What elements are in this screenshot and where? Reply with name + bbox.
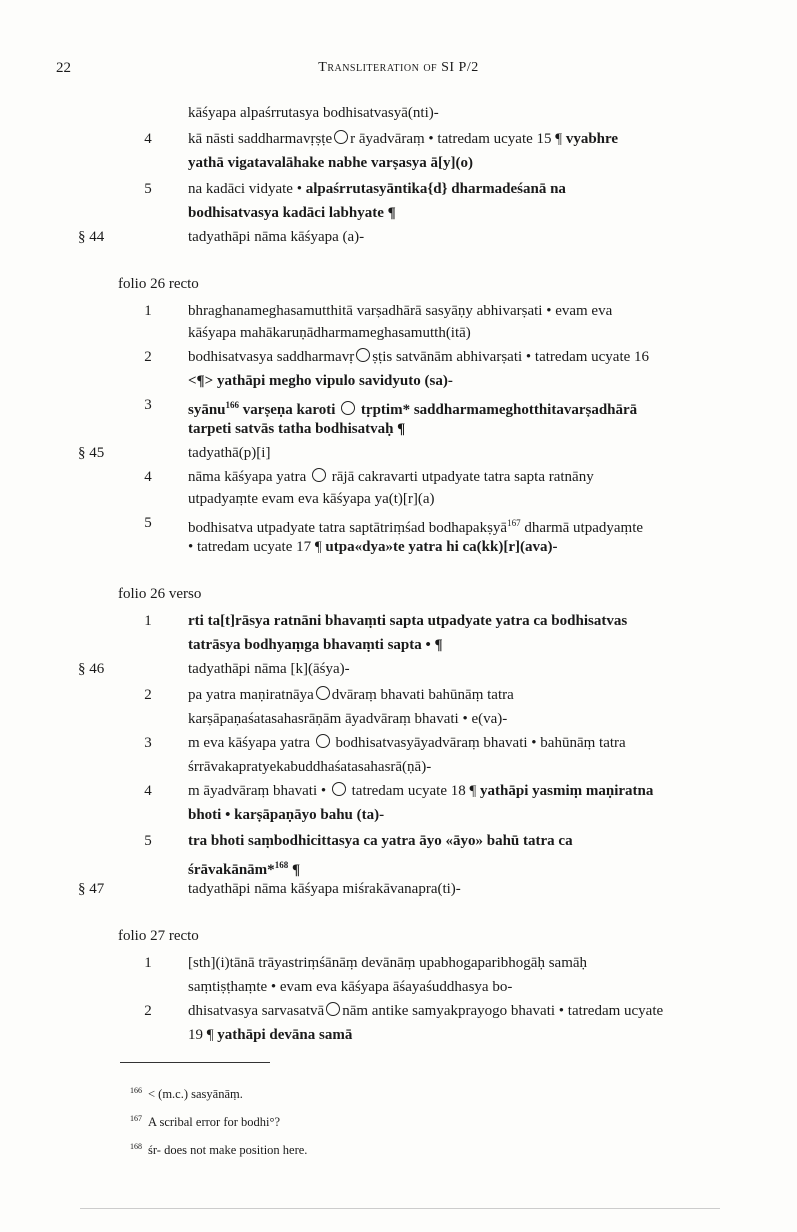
line-number: 5 [144,833,152,849]
text-line: tarpeti satvās tatha bodhisatvaḥ ¶ [188,421,406,437]
folio-heading: folio 26 recto [118,276,199,292]
text-line: • tatredam ucyate 17 ¶ utpa«dya»te yatra hi ca(kk)[r](ava)- [188,539,558,555]
text-line: saṃtiṣṭhaṃte • evam eva kāśyapa āśayaśuddhasya bo- [188,979,513,995]
text-line: kāśyapa mahākaruṇādharmameghasamutth(itā) [188,325,471,341]
text-line: bodhisatvasya saddharmavṛ ṣṭis satvānām abhivarṣati • tatredam ucyate 16 [188,349,650,365]
footnote: $^{167}$ A scribal error for bodhi°? [130,1114,281,1130]
line-number: 1 [144,955,152,971]
line-number: 4 [144,783,152,799]
text-line: syānu$^{166}$ varṣeṇa karoti tṛptim* saddharmameghotthitavarṣadhārā [188,400,638,418]
running-head: Transliteration of SI P/2 [318,60,479,75]
text-line: na kadāci vidyate • alpaśrrutasyāntika{d} dharmadeśanā na [188,181,566,197]
circle-mark-icon [316,734,330,748]
line-number: 3 [144,735,152,751]
text-line: tatrāsya bodhyaṃga bhavaṃti sapta • ¶ [188,637,443,653]
line-number: 1 [144,303,152,319]
line-number: 2 [144,687,152,703]
line-number: 5 [144,181,152,197]
circle-mark-icon [341,401,355,415]
text-line: karṣāpaṇaśatasahasrāṇām āyadvāraṃ bhavati • e(va)- [188,711,508,727]
text-line: kā nāsti saddharmavṛṣṭe r āyadvāraṃ • tatredam ucyate 15 ¶ vyabhre [188,131,619,147]
text-line: dhisatvasya sarvasatvā nām antike samyakprayogo bhavati • tatredam ucyate [188,1003,664,1019]
text-line: m eva kāśyapa yatra bodhisatvasyāyadvāraṃ bhavati • bahūnāṃ tatra [188,735,626,751]
folio-heading: folio 26 verso [118,586,202,602]
text-line: pa yatra maṇiratnāya dvāraṃ bhavati bahūnāṃ tatra [188,687,514,703]
text-line: utpadyaṃte evam eva kāśyapa ya(t)[r](a) [188,491,435,507]
text-line: bhraghanameghasamutthitā varṣadhārā sasyāṇy abhivarṣati • evam eva [188,303,613,319]
text-line: śrrāvakapratyekabuddhaśatasahasrā(ṇā)- [188,759,432,775]
text-line: 19 ¶ yathāpi devāna samā [188,1027,353,1043]
folio-heading: folio 27 recto [118,928,199,944]
text-line: tadyathāpi nāma [k](āśya)- [188,661,350,677]
line-number: 4 [144,131,152,147]
text-line: m āyadvāraṃ bhavati • tatredam ucyate 18 ¶ yathāpi yasmiṃ maṇiratna [188,783,654,799]
line-number: 1 [144,613,152,629]
text-line: yathā vigatavalāhake nabhe varṣasya ā[y](o) [188,155,474,171]
text-line: rti ta[t]rāsya ratnāni bhavaṃti sapta utpadyate yatra ca bodhisatvas [188,613,628,629]
section-number: § 47 [78,881,105,897]
page-edge-line [80,1208,720,1209]
text-line: <¶> yathāpi megho vipulo savidyuto (sa)- [188,373,453,389]
text-line: [sth](i)tānā trāyastriṃśānāṃ devānāṃ upabhogaparibhogāḥ samāḥ [188,955,588,971]
line-number: 3 [144,397,152,413]
footnote: $^{168}$ śr- does not make position here. [130,1142,308,1158]
section-number: § 45 [78,445,105,461]
text-line: śrāvakānām*$^{168}$ ¶ [188,860,301,878]
circle-mark-icon [332,782,346,796]
line-number: 5 [144,515,152,531]
section-number: § 44 [78,229,105,245]
text-line: tadyathā(p)[i] [188,445,271,461]
text-line: tadyathāpi nāma kāśyapa (a)- [188,229,365,245]
line-number: 2 [144,349,152,365]
line-number: 2 [144,1003,152,1019]
text-line: kāśyapa alpaśrrutasya bodhisatvasyā(nti)- [188,105,439,121]
section-number: § 46 [78,661,105,677]
text-line: bodhisatvasya kadāci labhyate ¶ [188,205,396,221]
circle-mark-icon [316,686,330,700]
page-number: 22 [56,60,71,76]
circle-mark-icon [312,468,326,482]
text-line: bodhisatva utpadyate tatra saptātriṃśad bodhapakṣyā$^{167}$ dharmā utpadyaṃte [188,518,644,536]
text-line: tadyathāpi nāma kāśyapa miśrakāvanapra(ti)- [188,881,461,897]
text-line: tra bhoti saṃbodhicittasya ca yatra āyo «āyo» bahū tatra ca [188,833,573,849]
line-number: 4 [144,469,152,485]
text-line: nāma kāśyapa yatra rājā cakravarti utpadyate tatra sapta ratnāny [188,469,594,485]
circle-mark-icon [356,348,370,362]
circle-mark-icon [326,1002,340,1016]
text-line: bhoti • karṣāpaṇāyo bahu (ta)- [188,807,385,823]
circle-mark-icon [334,130,348,144]
footnote-rule [120,1062,270,1063]
footnote: $^{166}$ < (m.c.) sasyānāṃ. [130,1086,243,1102]
